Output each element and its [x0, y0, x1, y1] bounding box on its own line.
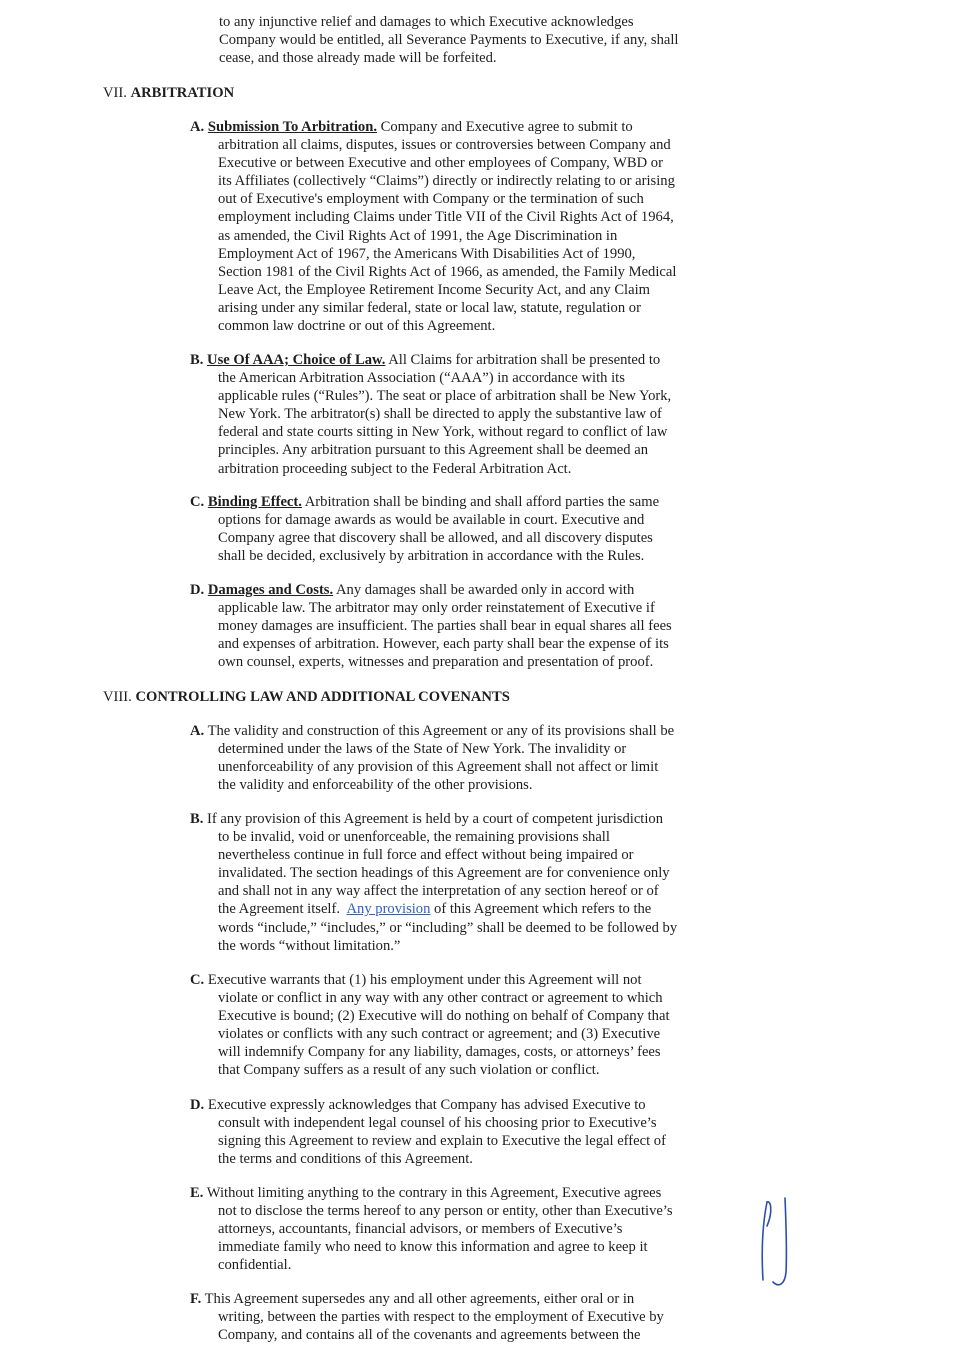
text-line: the terms and conditions of this Agreement.	[218, 1151, 473, 1168]
clause-viii-b	[190, 810, 677, 955]
text-line: invalidated. The section headings of this Agreement are for convenience only	[218, 865, 670, 882]
clause-text: All Claims for arbitration shall be presented to	[388, 352, 661, 368]
clause-text: Executive warrants that (1) his employment under this Agreement will not	[207, 972, 642, 988]
text-line: confidential.	[218, 1257, 292, 1274]
clause-text: This Agreement supersedes any and all other agreements, either oral or in	[204, 1291, 635, 1307]
clause-heading: Submission To Arbitration.	[207, 119, 377, 135]
text-line: will indemnify Company for any liability, damages, costs, or attorneys’ fees	[218, 1044, 661, 1061]
text-line: signing this Agreement to review and explain to Executive the legal effect of	[218, 1133, 666, 1150]
clause-label: F.	[190, 1291, 202, 1307]
text-line: Company agree that discovery shall be allowed, and all discovery disputes	[218, 530, 653, 547]
text-line: common law doctrine or out of this Agreement.	[218, 318, 496, 335]
text-line: shall be decided, exclusively by arbitration in accordance with the Rules.	[218, 548, 645, 565]
clause-vii-c	[190, 493, 659, 565]
text-line: principles. Any arbitration pursuant to this Agreement shall be deemed an	[218, 442, 649, 459]
text-line: to be invalid, void or unenforceable, the remaining provisions shall	[218, 829, 610, 846]
text-line: applicable law. The arbitrator may only order reinstatement of Executive if	[218, 600, 655, 617]
clause-label: C.	[190, 972, 205, 988]
text-line: arising under any similar federal, state or local law, statute, regulation or	[218, 299, 641, 316]
clause-text: Executive expressly acknowledges that Company has advised Executive to	[207, 1097, 646, 1113]
section-number: VII.	[103, 85, 127, 101]
clause-text: Company and Executive agree to submit to	[380, 119, 633, 135]
handwritten-initials-icon	[755, 1192, 795, 1292]
clause-text: If any provision of this Agreement is held by a court of competent jurisdiction	[207, 811, 664, 827]
text-line: Leave Act, the Employee Retirement Income Security Act, and any Claim	[218, 281, 650, 298]
clause-text: Without limiting anything to the contrary in this Agreement, Executive agrees	[206, 1185, 662, 1201]
text-line: the validity and enforceability of the other provisions.	[218, 777, 533, 794]
section-number: VIII.	[103, 689, 132, 705]
clause-heading: Binding Effect.	[207, 494, 302, 510]
text-line: money damages are insufficient. The parties shall bear in equal shares all fees	[218, 618, 672, 635]
clause-heading: Use Of AAA; Choice of Law.	[207, 352, 386, 368]
clause-label: C.	[190, 494, 205, 510]
text-line: Executive or between Executive and other employees of Company, WBD or	[218, 155, 663, 172]
text-line: determined under the laws of the State of New York. The invalidity or	[218, 741, 627, 758]
text-line: applicable rules (“Rules”). The seat or place of arbitration shall be New York,	[218, 388, 672, 405]
clause-viii-a	[190, 722, 674, 794]
clause-label: D.	[190, 1097, 205, 1113]
intro-paragraph	[219, 13, 678, 67]
text-line: arbitration proceeding subject to the Federal Arbitration Act.	[218, 460, 572, 477]
text-line: and shall not in any way affect the interpretation of any section hereof or of	[218, 883, 659, 900]
text-line: employment including Claims under Title VII of the Civil Rights Act of 1964,	[218, 209, 674, 226]
text-line: options for damage awards as would be available in court. Executive and	[218, 512, 645, 529]
text-line-with-link	[190, 900, 677, 918]
any-provision-link[interactable]: Any provision	[346, 901, 431, 918]
text-line: unenforceability of any provision of this Agreement shall not affect or limit	[218, 759, 659, 776]
section-title: CONTROLLING LAW AND ADDITIONAL COVENANTS	[135, 689, 510, 705]
clause-viii-f	[190, 1290, 664, 1344]
clause-text: The validity and construction of this Agreement or any of its provisions shall be	[207, 723, 675, 739]
text-line: to any injunctive relief and damages to which Executive acknowledges	[219, 14, 634, 30]
text-line: the words “without limitation.”	[218, 937, 401, 954]
section-heading-arbitration	[103, 84, 234, 102]
text-line: out of Executive's employment with Company or the termination of such	[218, 191, 644, 208]
text-line: and expenses of arbitration. However, each party shall bear the expense of its	[218, 636, 669, 653]
text-line: Company would be entitled, all Severance Payments to Executive, if any, shall	[219, 32, 679, 49]
clause-text: Any damages shall be awarded only in accord with	[335, 582, 635, 598]
text-line: cease, and those already made will be forfeited.	[219, 50, 497, 67]
text-line: violates or conflicts with any such contract or agreement; and (3) Executive	[218, 1026, 661, 1043]
text-line: Company, and contains all of the covenants and agreements between the	[218, 1327, 641, 1344]
clause-heading: Damages and Costs.	[207, 582, 334, 598]
text-line: writing, between the parties with respect to the employment of Executive by	[218, 1309, 664, 1326]
clause-viii-e	[190, 1184, 673, 1274]
clause-label: A.	[190, 723, 205, 739]
text-line: Section 1981 of the Civil Rights Act of 1966, as amended, the Family Medical	[218, 263, 677, 280]
clause-text: Arbitration shall be binding and shall afford parties the same	[304, 494, 660, 510]
section-heading-controlling-law	[103, 688, 510, 706]
clause-label: E.	[190, 1185, 204, 1201]
text-line: words “include,” “includes,” or “including” shall be deemed to be followed by	[218, 919, 678, 936]
text-line: arbitration all claims, disputes, issues or controversies between Company and	[218, 137, 671, 154]
text-line: not to disclose the terms hereof to any person or entity, other than Executive’s	[218, 1203, 673, 1220]
text-line: as amended, the Civil Rights Act of 1991, the Age Discrimination in	[218, 227, 618, 244]
text-fragment: the Agreement itself.	[218, 901, 347, 918]
clause-label: D.	[190, 582, 205, 598]
text-line: that Company suffers as a result of any such violation or conflict.	[218, 1062, 600, 1079]
clause-viii-d	[190, 1096, 666, 1168]
text-line: New York. The arbitrator(s) shall be directed to apply the substantive law of	[218, 406, 662, 423]
clause-vii-a	[190, 118, 676, 335]
text-line: own counsel, experts, witnesses and preparation and presentation of proof.	[218, 654, 654, 671]
clause-viii-c	[190, 971, 670, 1080]
clause-vii-b	[190, 351, 671, 478]
section-title: ARBITRATION	[130, 85, 235, 101]
text-fragment: of this Agreement which refers to the	[430, 901, 652, 918]
text-line: violate or conflict in any way with any other contract or agreement to which	[218, 990, 663, 1007]
text-line: Employment Act of 1967, the Americans With Disabilities Act of 1990,	[218, 245, 636, 262]
text-line: nevertheless continue in full force and effect without being impaired or	[218, 847, 634, 864]
text-line: federal and state courts sitting in New York, without regard to conflict of law	[218, 424, 668, 441]
clause-label: B.	[190, 352, 204, 368]
text-line: immediate family who need to know this information and agree to keep it	[218, 1239, 648, 1256]
text-line: consult with independent legal counsel of his choosing prior to Executive’s	[218, 1115, 657, 1132]
text-line: its Affiliates (collectively “Claims”) directly or indirectly relating to or arising	[218, 173, 675, 190]
clause-label: B.	[190, 811, 204, 827]
clause-label: A.	[190, 119, 205, 135]
text-line: Executive is bound; (2) Executive will do nothing on behalf of Company that	[218, 1008, 670, 1025]
text-line: the American Arbitration Association (“AAA”) in accordance with its	[218, 370, 625, 387]
clause-vii-d	[190, 581, 672, 671]
text-line: attorneys, accountants, financial advisors, or members of Executive’s	[218, 1221, 623, 1238]
